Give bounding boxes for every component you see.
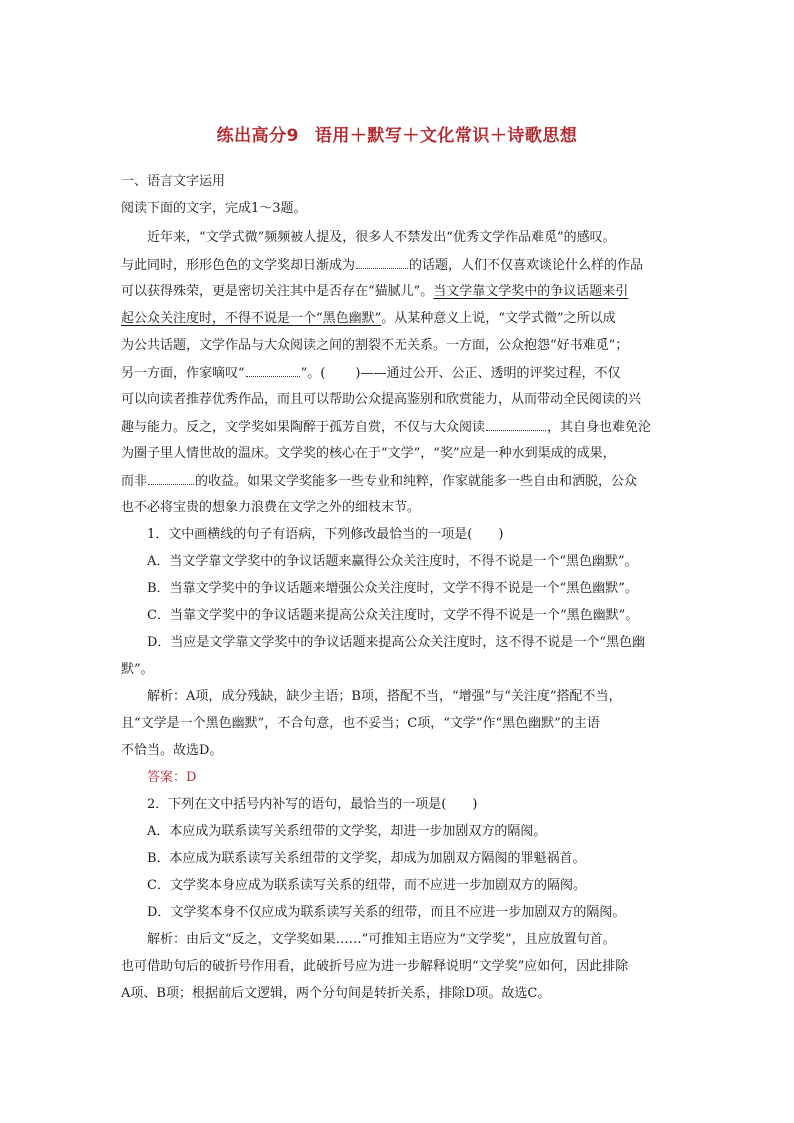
passage-line (121, 256, 643, 275)
text: 。从某种意义上说，“文学式微”之所以成 (381, 311, 616, 326)
text: ，其自身也难免沦 (547, 420, 652, 435)
explanation: 且“文学是一个黑色幽默”，不合句意，也不妥当；C项，“文学”作“黑色幽默”的主语 (121, 716, 600, 731)
option-d-cont: 默”。 (121, 662, 154, 677)
fill-blank (356, 256, 408, 269)
passage-line (121, 310, 616, 328)
option-d: D．当应是文学靠文学奖中的争议话题来提高公众关注度时，这不得不说是一个“黑色幽 (147, 635, 646, 650)
explanation: 解析：由后文“反之，文学奖如果……”可推知主语应为“文学奖”，且应放置句首。 (147, 932, 616, 947)
text: 而非 (121, 474, 148, 489)
text: )——通过公开、公正、透明的评奖过程，不仅 (355, 366, 621, 381)
passage-line: 也不必将宝贵的想象力浪费在文学之外的细枝末节。 (121, 500, 421, 515)
answer: 答案：D (147, 770, 197, 785)
passage-line: 可以向读者推荐优秀作品，而且可以帮助公众提高鉴别和欣赏能力，从而带动全民阅读的兴 (121, 392, 642, 407)
underlined-sentence: 当文学靠文学奖中的争议话题来引 (433, 284, 629, 299)
passage-line (121, 283, 628, 301)
text: 与此同时，形形色色的文学奖却日渐成为 (121, 258, 356, 273)
section-heading: 一、语言文字运用 (121, 174, 226, 189)
text: ”。( (300, 366, 326, 381)
option-a: A．当文学靠文学奖中的争议话题来赢得公众关注度时，不得不说是一个“黑色幽默”。 (147, 554, 638, 569)
text: 的话题，人们不仅喜欢谈论什么样的作品 (409, 258, 644, 273)
text: 的收益。如果文学奖能多一些专业和纯粹，作家就能多一些自由和洒脱，公众 (195, 474, 638, 489)
explanation: A项、B项；根据前后文逻辑，两个分句间是转折关系，排除D项。故选C。 (121, 986, 551, 1001)
option-c: C．文学奖本身应成为联系读写关系的纽带，而不应进一步加剧双方的隔阂。 (147, 878, 586, 893)
option-c: C．当靠文学奖中的争议话题来提高公众关注度时，文学不得不说是一个“黑色幽默”。 (147, 608, 639, 623)
option-a: A．本应成为联系读写关系纽带的文学奖，却进一步加剧双方的隔阂。 (147, 824, 547, 839)
question-stem: 2．下列在文中括号内补写的语句，最恰当的一项是( ) (147, 797, 478, 812)
option-d: D．文学奖本身不仅应成为联系读写关系的纽带，而且不应进一步加剧双方的隔阂。 (147, 905, 626, 920)
fill-blank (148, 472, 194, 485)
explanation: 也可借助句后的破折号作用看，此破折号应为进一步解释说明“文学奖”应如何，因此排除 (121, 959, 629, 974)
fill-blank (486, 418, 546, 431)
fill-blank (246, 364, 300, 377)
underlined-sentence: 起公众关注度时，不得不说是一个“黑色幽默” (121, 311, 382, 326)
passage-line: 为圈子里人情世故的温床。文学奖的核心在于“文学”，“奖”应是一种水到渠成的成果， (121, 446, 616, 461)
passage-line (121, 472, 637, 491)
text: 可以获得殊荣，更是密切关注其中是否存在“猫腻儿”。 (121, 284, 434, 299)
option-b: B．本应成为联系读写关系纽带的文学奖，却成为加剧双方隔阂的罪魁祸首。 (147, 851, 586, 866)
question-stem: 1．文中画横线的句子有语病，下列修改最恰当的一项是( ) (147, 527, 504, 542)
title-part2: 语用＋默写＋文化常识＋诗歌思想 (314, 126, 578, 146)
explanation: 解析：A项，成分残缺，缺少主语；B项，搭配不当，“增强”与“关注度”搭配不当， (147, 689, 622, 704)
text: 趣与能力。反之，文学奖如果陶醉于孤芳自赏，不仅与大众阅读 (121, 420, 486, 435)
instruction: 阅读下面的文字，完成1～3题。 (121, 201, 307, 216)
passage-line (121, 418, 651, 437)
page-title (0, 121, 794, 146)
passage-line (121, 364, 620, 383)
explanation: 不恰当。故选D。 (121, 743, 223, 758)
option-b: B．当靠文学奖中的争议话题来增强公众关注度时，文学不得不说是一个“黑色幽默”。 (147, 581, 638, 596)
passage-line: 为公共话题，文学作品与大众阅读之间的割裂不无关系。一方面，公众抱怨“好书难觅”； (121, 338, 629, 353)
passage-line: 近年来，“文学式微”频频被人提及，很多人不禁发出“优秀文学作品难觅”的感叹。 (147, 230, 616, 245)
title-part1: 练出高分9 (216, 126, 299, 146)
text: 另一方面，作家嘀叹“ (121, 366, 245, 381)
